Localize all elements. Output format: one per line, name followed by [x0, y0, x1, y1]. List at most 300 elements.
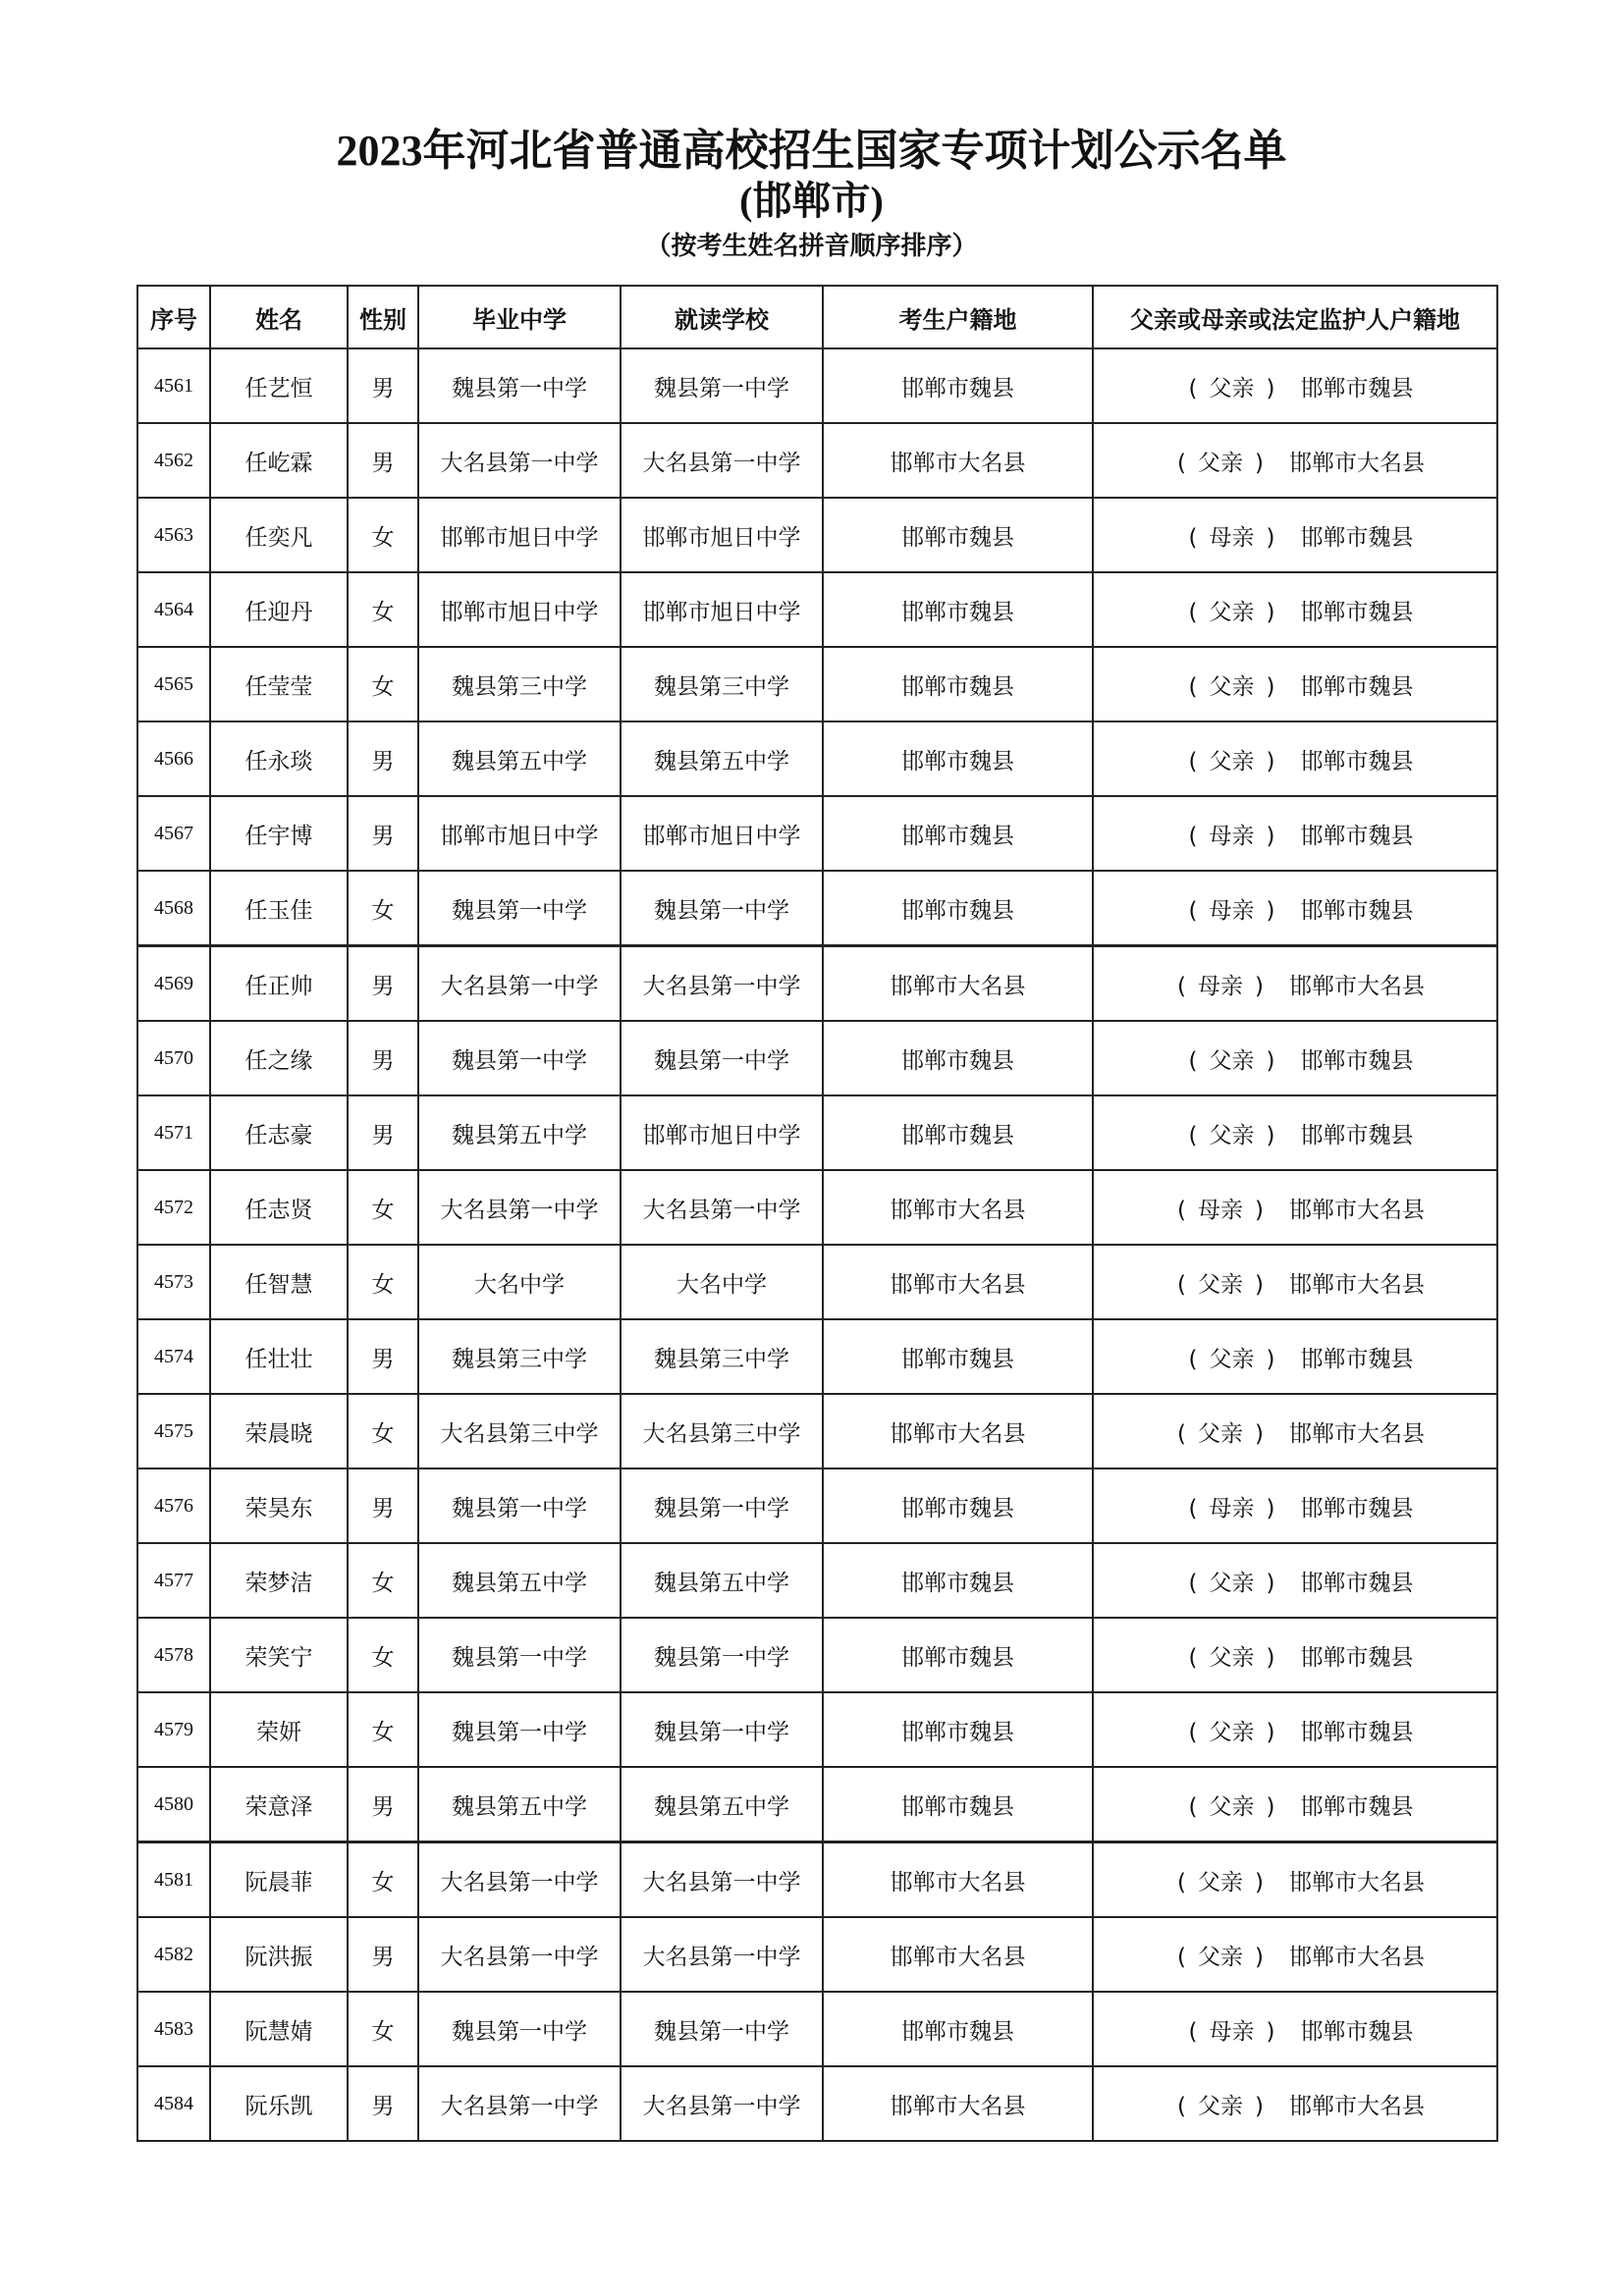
cell-gender: 男 [348, 348, 418, 423]
cell-grad-school: 魏县第一中学 [418, 1618, 621, 1692]
cell-guardian [1093, 1394, 1497, 1468]
cell-residence: 邯郸市魏县 [823, 796, 1093, 871]
table-row [137, 1917, 1497, 1992]
paren-close: ) [1266, 823, 1275, 849]
paren-open: ( [1188, 2018, 1198, 2045]
cell-grad-school: 大名中学 [418, 1245, 621, 1319]
paren-close: ) [1266, 1346, 1275, 1372]
paren-close: ) [1255, 1197, 1264, 1223]
header-guardian-residence: 父亲或母亲或法定监护人户籍地 [1093, 286, 1497, 348]
cell-guardian [1093, 2066, 1497, 2141]
cell-residence: 邯郸市魏县 [823, 1618, 1093, 1692]
paren-open: ( [1188, 1047, 1198, 1074]
cell-seq: 4571 [137, 1095, 210, 1170]
paren-close: ) [1266, 599, 1275, 625]
sort-note: （按考生姓名拼音顺序排序） [645, 232, 978, 260]
guardian-relation [1177, 818, 1287, 850]
paren-close: ) [1266, 1644, 1275, 1671]
paren-close: ) [1266, 524, 1275, 551]
paren-open: ( [1188, 599, 1198, 625]
cell-grad-school: 魏县第一中学 [418, 1992, 621, 2066]
paren-close: ) [1255, 2093, 1264, 2119]
guardian-relation [1177, 1042, 1287, 1075]
paren-open: ( [1177, 1944, 1186, 1970]
cell-gender: 男 [348, 946, 418, 1022]
guardian-relation [1177, 1341, 1287, 1373]
cell-grad-school: 大名县第一中学 [418, 423, 621, 498]
cell-gender: 男 [348, 1917, 418, 1992]
cell-guardian [1093, 1245, 1497, 1319]
guardian-relation-label: 父亲 [1209, 599, 1255, 625]
guardian-relation-label: 父亲 [1209, 1793, 1255, 1820]
guardian-residence: 邯郸市魏县 [1300, 1495, 1414, 1522]
cell-guardian [1093, 1917, 1497, 1992]
guardian-relation-label: 母亲 [1209, 2018, 1255, 2045]
table-row [137, 1095, 1497, 1170]
paren-open: ( [1177, 1420, 1186, 1447]
paren-open: ( [1188, 897, 1198, 924]
guardian-relation [1177, 1117, 1287, 1149]
cell-name: 阮慧婧 [210, 1992, 348, 2066]
paren-open: ( [1188, 375, 1198, 401]
cell-grad-school: 魏县第三中学 [418, 1319, 621, 1394]
paren-close: ) [1255, 1271, 1264, 1298]
guardian-residence: 邯郸市魏县 [1300, 897, 1414, 924]
cell-seq: 4583 [137, 1992, 210, 2066]
guardian-relation [1177, 892, 1287, 925]
guardian-relation [1177, 1714, 1287, 1746]
guardian-residence: 邯郸市魏县 [1300, 599, 1414, 625]
cell-guardian [1093, 796, 1497, 871]
paren-open: ( [1188, 1122, 1198, 1148]
cell-grad-school: 大名县第一中学 [418, 1170, 621, 1245]
paren-close: ) [1266, 1047, 1275, 1074]
document-title: 2023年河北省普通高校招生国家专项计划公示名单 [336, 127, 1287, 175]
cell-grad-school: 魏县第五中学 [418, 1543, 621, 1618]
cell-current-school: 魏县第一中学 [621, 1468, 823, 1543]
cell-guardian [1093, 1170, 1497, 1245]
cell-gender: 女 [348, 1170, 418, 1245]
cell-residence: 邯郸市魏县 [823, 1767, 1093, 1842]
table-row [137, 1468, 1497, 1543]
cell-current-school: 大名县第一中学 [621, 423, 823, 498]
paren-close: ) [1266, 375, 1275, 401]
guardian-relation [1165, 1864, 1275, 1896]
paren-close: ) [1266, 1570, 1275, 1596]
guardian-relation-label: 父亲 [1209, 1570, 1255, 1596]
header-gender: 性别 [348, 286, 418, 348]
table-row [137, 1767, 1497, 1842]
guardian-relation [1165, 1939, 1275, 1971]
cell-grad-school: 魏县第三中学 [418, 647, 621, 721]
guardian-relation [1165, 1266, 1275, 1299]
cell-guardian [1093, 946, 1497, 1022]
cell-name: 任之缘 [210, 1021, 348, 1095]
table-row [137, 498, 1497, 572]
guardian-relation [1177, 1490, 1287, 1522]
paren-close: ) [1266, 1122, 1275, 1148]
table-row [137, 1618, 1497, 1692]
cell-current-school: 魏县第三中学 [621, 647, 823, 721]
cell-current-school: 魏县第五中学 [621, 1543, 823, 1618]
guardian-residence: 邯郸市魏县 [1300, 1719, 1414, 1745]
cell-name: 任莹莹 [210, 647, 348, 721]
cell-gender: 女 [348, 1245, 418, 1319]
cell-guardian [1093, 1021, 1497, 1095]
cell-current-school: 魏县第一中学 [621, 1021, 823, 1095]
paren-open: ( [1177, 973, 1186, 999]
cell-seq: 4579 [137, 1692, 210, 1767]
guardian-relation-label: 父亲 [1209, 1644, 1255, 1671]
guardian-relation-label: 母亲 [1209, 1495, 1255, 1522]
table-row [137, 1842, 1497, 1918]
cell-gender: 男 [348, 796, 418, 871]
guardian-residence: 邯郸市魏县 [1300, 823, 1414, 849]
cell-seq: 4566 [137, 721, 210, 796]
guardian-relation [1177, 1565, 1287, 1597]
cell-grad-school: 魏县第一中学 [418, 348, 621, 423]
paren-open: ( [1188, 823, 1198, 849]
header-current-school: 就读学校 [621, 286, 823, 348]
guardian-relation-label: 父亲 [1209, 1719, 1255, 1745]
cell-guardian [1093, 498, 1497, 572]
cell-grad-school: 邯郸市旭日中学 [418, 796, 621, 871]
table-row [137, 1021, 1497, 1095]
cell-seq: 4577 [137, 1543, 210, 1618]
table-row [137, 1319, 1497, 1394]
guardian-relation-label: 父亲 [1209, 673, 1255, 700]
cell-residence: 邯郸市魏县 [823, 1021, 1093, 1095]
guardian-relation [1177, 1789, 1287, 1821]
cell-residence: 邯郸市魏县 [823, 498, 1093, 572]
paren-open: ( [1188, 1644, 1198, 1671]
table-row [137, 1394, 1497, 1468]
cell-grad-school: 魏县第一中学 [418, 1468, 621, 1543]
guardian-residence: 邯郸市魏县 [1300, 2018, 1414, 2045]
cell-residence: 邯郸市魏县 [823, 572, 1093, 647]
cell-name: 任宇博 [210, 796, 348, 871]
cell-gender: 女 [348, 1618, 418, 1692]
cell-gender: 女 [348, 1543, 418, 1618]
cell-name: 荣笑宁 [210, 1618, 348, 1692]
cell-grad-school: 魏县第一中学 [418, 1692, 621, 1767]
cell-seq: 4567 [137, 796, 210, 871]
cell-residence: 邯郸市魏县 [823, 721, 1093, 796]
cell-current-school: 大名县第三中学 [621, 1394, 823, 1468]
cell-name: 荣昊东 [210, 1468, 348, 1543]
guardian-relation [1165, 2088, 1275, 2120]
header-grad-school: 毕业中学 [418, 286, 621, 348]
cell-gender: 男 [348, 1319, 418, 1394]
cell-name: 阮乐凯 [210, 2066, 348, 2141]
guardian-relation-label: 父亲 [1198, 1271, 1243, 1298]
cell-seq: 4578 [137, 1618, 210, 1692]
guardian-residence: 邯郸市大名县 [1288, 1944, 1425, 1970]
guardian-relation-label: 母亲 [1209, 823, 1255, 849]
guardian-relation-label: 父亲 [1198, 2093, 1243, 2119]
cell-grad-school: 大名县第一中学 [418, 946, 621, 1022]
guardian-relation-label: 父亲 [1209, 748, 1255, 774]
cell-guardian [1093, 1543, 1497, 1618]
cell-guardian [1093, 721, 1497, 796]
table-row [137, 871, 1497, 946]
guardian-relation-label: 母亲 [1198, 1197, 1243, 1223]
cell-current-school: 邯郸市旭日中学 [621, 796, 823, 871]
roster-body [137, 348, 1497, 2141]
table-row [137, 647, 1497, 721]
cell-residence: 邯郸市魏县 [823, 1319, 1093, 1394]
paren-open: ( [1177, 2093, 1186, 2119]
cell-name: 任志豪 [210, 1095, 348, 1170]
table-row [137, 423, 1497, 498]
paren-close: ) [1266, 1793, 1275, 1820]
paren-open: ( [1188, 1495, 1198, 1522]
cell-gender: 女 [348, 498, 418, 572]
cell-gender: 女 [348, 1992, 418, 2066]
guardian-relation-label: 父亲 [1209, 1047, 1255, 1074]
cell-name: 荣梦洁 [210, 1543, 348, 1618]
cell-guardian [1093, 348, 1497, 423]
guardian-residence: 邯郸市魏县 [1300, 524, 1414, 551]
cell-residence: 邯郸市大名县 [823, 1170, 1093, 1245]
paren-close: ) [1266, 1495, 1275, 1522]
paren-close: ) [1255, 1420, 1264, 1447]
paren-open: ( [1188, 1570, 1198, 1596]
cell-guardian [1093, 1992, 1497, 2066]
cell-seq: 4568 [137, 871, 210, 946]
cell-gender: 男 [348, 1021, 418, 1095]
cell-current-school: 魏县第五中学 [621, 1767, 823, 1842]
cell-name: 任智慧 [210, 1245, 348, 1319]
cell-grad-school: 邯郸市旭日中学 [418, 498, 621, 572]
cell-guardian [1093, 1319, 1497, 1394]
paren-close: ) [1255, 1869, 1264, 1896]
cell-name: 荣晨晓 [210, 1394, 348, 1468]
guardian-residence: 邯郸市魏县 [1300, 1793, 1414, 1820]
cell-name: 荣意泽 [210, 1767, 348, 1842]
guardian-relation [1177, 594, 1287, 626]
paren-open: ( [1188, 524, 1198, 551]
guardian-residence: 邯郸市魏县 [1300, 1047, 1414, 1074]
cell-residence: 邯郸市魏县 [823, 1692, 1093, 1767]
header-residence: 考生户籍地 [823, 286, 1093, 348]
guardian-relation [1177, 1639, 1287, 1672]
header-seq: 序号 [137, 286, 210, 348]
cell-guardian [1093, 1767, 1497, 1842]
cell-seq: 4564 [137, 572, 210, 647]
cell-gender: 女 [348, 1692, 418, 1767]
table-header-row [137, 286, 1497, 348]
cell-guardian [1093, 1842, 1497, 1918]
cell-current-school: 魏县第一中学 [621, 1618, 823, 1692]
cell-name: 任奕凡 [210, 498, 348, 572]
cell-gender: 男 [348, 721, 418, 796]
cell-current-school: 魏县第五中学 [621, 721, 823, 796]
guardian-residence: 邯郸市魏县 [1300, 1122, 1414, 1148]
cell-residence: 邯郸市魏县 [823, 647, 1093, 721]
cell-grad-school: 大名县第三中学 [418, 1394, 621, 1468]
cell-current-school: 邯郸市旭日中学 [621, 1095, 823, 1170]
cell-gender: 女 [348, 1842, 418, 1918]
cell-gender: 女 [348, 1394, 418, 1468]
guardian-relation [1165, 1192, 1275, 1224]
cell-grad-school: 魏县第一中学 [418, 871, 621, 946]
header-name: 姓名 [210, 286, 348, 348]
guardian-residence: 邯郸市魏县 [1300, 673, 1414, 700]
cell-current-school: 大名县第一中学 [621, 946, 823, 1022]
paren-close: ) [1255, 973, 1264, 999]
cell-current-school: 大名县第一中学 [621, 1170, 823, 1245]
cell-name: 任艺恒 [210, 348, 348, 423]
cell-name: 任志贤 [210, 1170, 348, 1245]
guardian-relation [1177, 2013, 1287, 2046]
cell-residence: 邯郸市魏县 [823, 1095, 1093, 1170]
cell-gender: 女 [348, 647, 418, 721]
cell-seq: 4580 [137, 1767, 210, 1842]
guardian-residence: 邯郸市魏县 [1300, 1570, 1414, 1596]
cell-current-school: 魏县第一中学 [621, 871, 823, 946]
paren-open: ( [1188, 748, 1198, 774]
paren-open: ( [1177, 450, 1186, 476]
cell-name: 阮洪振 [210, 1917, 348, 1992]
guardian-residence: 邯郸市大名县 [1288, 450, 1425, 476]
guardian-relation-label: 母亲 [1209, 897, 1255, 924]
guardian-residence: 邯郸市大名县 [1288, 2093, 1425, 2119]
paren-close: ) [1266, 2018, 1275, 2045]
paren-open: ( [1188, 1719, 1198, 1745]
table-row [137, 2066, 1497, 2141]
cell-current-school: 魏县第三中学 [621, 1319, 823, 1394]
guardian-relation-label: 父亲 [1198, 1869, 1243, 1896]
cell-seq: 4574 [137, 1319, 210, 1394]
cell-seq: 4565 [137, 647, 210, 721]
cell-residence: 邯郸市大名县 [823, 423, 1093, 498]
guardian-relation-label: 父亲 [1198, 1944, 1243, 1970]
cell-grad-school: 魏县第五中学 [418, 1767, 621, 1842]
cell-grad-school: 魏县第一中学 [418, 1021, 621, 1095]
guardian-relation-label: 父亲 [1209, 1346, 1255, 1372]
cell-seq: 4561 [137, 348, 210, 423]
cell-seq: 4563 [137, 498, 210, 572]
table-row [137, 1543, 1497, 1618]
cell-gender: 女 [348, 572, 418, 647]
guardian-relation [1165, 968, 1275, 1000]
cell-grad-school: 大名县第一中学 [418, 2066, 621, 2141]
cell-gender: 女 [348, 871, 418, 946]
cell-residence: 邯郸市大名县 [823, 1917, 1093, 1992]
paren-close: ) [1255, 1944, 1264, 1970]
paren-open: ( [1188, 1793, 1198, 1820]
cell-residence: 邯郸市大名县 [823, 2066, 1093, 2141]
guardian-relation [1177, 370, 1287, 402]
cell-seq: 4581 [137, 1842, 210, 1918]
guardian-relation [1165, 445, 1275, 477]
cell-seq: 4572 [137, 1170, 210, 1245]
guardian-relation [1177, 668, 1287, 701]
cell-seq: 4573 [137, 1245, 210, 1319]
guardian-residence: 邯郸市大名县 [1288, 1420, 1425, 1447]
guardian-relation [1177, 743, 1287, 775]
cell-current-school: 魏县第一中学 [621, 1992, 823, 2066]
table-row [137, 1170, 1497, 1245]
cell-gender: 男 [348, 2066, 418, 2141]
table-row [137, 348, 1497, 423]
cell-name: 任壮壮 [210, 1319, 348, 1394]
cell-name: 任玉佳 [210, 871, 348, 946]
cell-current-school: 魏县第一中学 [621, 348, 823, 423]
cell-seq: 4569 [137, 946, 210, 1022]
cell-name: 阮晨菲 [210, 1842, 348, 1918]
guardian-relation-label: 父亲 [1198, 450, 1243, 476]
cell-residence: 邯郸市魏县 [823, 348, 1093, 423]
guardian-residence: 邯郸市大名县 [1288, 1271, 1425, 1298]
cell-residence: 邯郸市魏县 [823, 1468, 1093, 1543]
cell-seq: 4575 [137, 1394, 210, 1468]
cell-seq: 4570 [137, 1021, 210, 1095]
paren-open: ( [1177, 1271, 1186, 1298]
cell-grad-school: 大名县第一中学 [418, 1917, 621, 1992]
guardian-relation [1177, 519, 1287, 552]
cell-grad-school: 魏县第五中学 [418, 1095, 621, 1170]
guardian-relation-label: 母亲 [1198, 973, 1243, 999]
cell-residence: 邯郸市魏县 [823, 1992, 1093, 2066]
table-row [137, 1692, 1497, 1767]
paren-open: ( [1188, 1346, 1198, 1372]
cell-current-school: 大名县第一中学 [621, 1842, 823, 1918]
cell-grad-school: 邯郸市旭日中学 [418, 572, 621, 647]
table-row [137, 721, 1497, 796]
cell-guardian [1093, 647, 1497, 721]
guardian-residence: 邯郸市魏县 [1300, 1644, 1414, 1671]
cell-seq: 4582 [137, 1917, 210, 1992]
cell-current-school: 邯郸市旭日中学 [621, 572, 823, 647]
table-row [137, 946, 1497, 1022]
guardian-residence: 邯郸市大名县 [1288, 1869, 1425, 1896]
document-subtitle: (邯郸市) [739, 179, 884, 223]
cell-residence: 邯郸市大名县 [823, 1245, 1093, 1319]
table-row [137, 796, 1497, 871]
guardian-relation-label: 母亲 [1209, 524, 1255, 551]
cell-gender: 男 [348, 1468, 418, 1543]
paren-open: ( [1177, 1869, 1186, 1896]
guardian-residence: 邯郸市大名县 [1288, 1197, 1425, 1223]
cell-gender: 男 [348, 1767, 418, 1842]
paren-close: ) [1255, 450, 1264, 476]
cell-current-school: 大名县第一中学 [621, 1917, 823, 1992]
cell-residence: 邯郸市大名县 [823, 946, 1093, 1022]
cell-residence: 邯郸市魏县 [823, 1543, 1093, 1618]
roster-table [136, 285, 1498, 2142]
cell-current-school: 大名中学 [621, 1245, 823, 1319]
paren-close: ) [1266, 673, 1275, 700]
cell-seq: 4562 [137, 423, 210, 498]
cell-guardian [1093, 423, 1497, 498]
cell-grad-school: 魏县第五中学 [418, 721, 621, 796]
guardian-residence: 邯郸市魏县 [1300, 1346, 1414, 1372]
paren-close: ) [1266, 897, 1275, 924]
table-row [137, 1992, 1497, 2066]
paren-close: ) [1266, 1719, 1275, 1745]
paren-open: ( [1188, 673, 1198, 700]
guardian-relation-label: 父亲 [1209, 375, 1255, 401]
cell-grad-school: 大名县第一中学 [418, 1842, 621, 1918]
cell-seq: 4584 [137, 2066, 210, 2141]
table-row [137, 572, 1497, 647]
guardian-residence: 邯郸市魏县 [1300, 748, 1414, 774]
cell-guardian [1093, 572, 1497, 647]
cell-current-school: 魏县第一中学 [621, 1692, 823, 1767]
cell-gender: 男 [348, 423, 418, 498]
